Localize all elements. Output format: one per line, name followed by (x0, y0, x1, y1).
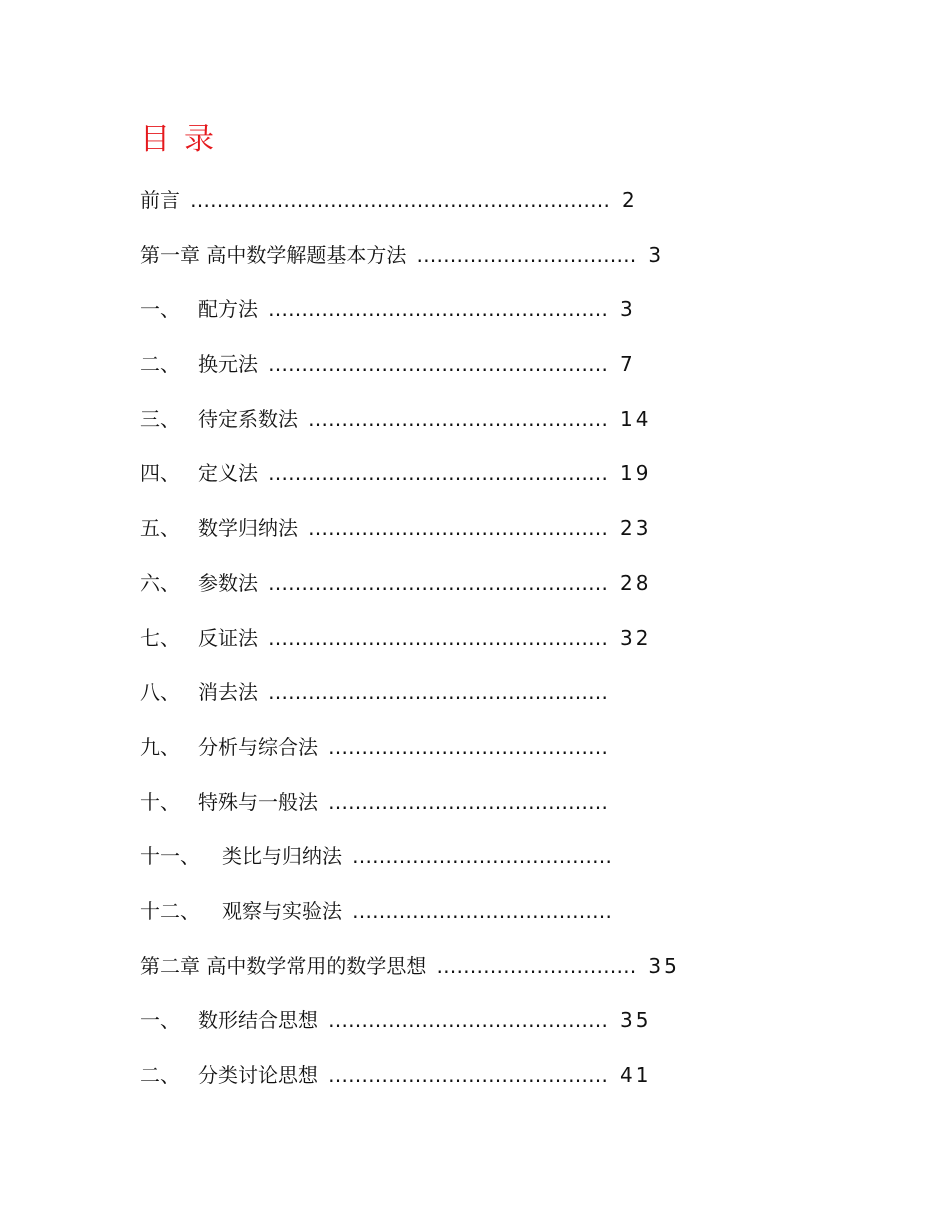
toc-entry-title: 数形结合思想 (198, 1008, 318, 1033)
toc-entry-title: 参数法 (198, 570, 258, 595)
toc-entry-number: 二、 (140, 1063, 180, 1087)
toc-entry-title: 换元法 (198, 352, 258, 377)
toc-entry[interactable] (140, 508, 860, 563)
toc-list (140, 180, 860, 1110)
toc-entry-leader-dots: ………………………… (436, 953, 637, 978)
toc-entry-number: 十一、 (140, 844, 200, 869)
toc-entry[interactable] (140, 344, 860, 399)
toc-entry[interactable] (140, 618, 860, 673)
toc-entry-page-number: 35 (620, 1008, 652, 1033)
toc-entry[interactable] (140, 1055, 860, 1110)
toc-entry[interactable] (140, 289, 860, 344)
toc-entry-page-number: 3 (648, 242, 665, 267)
toc-entry[interactable] (140, 672, 860, 727)
toc-entry[interactable] (140, 891, 860, 946)
toc-entry-number: 三、 (140, 406, 180, 431)
toc-entry-leader-dots: …………………………………………… (268, 680, 608, 705)
toc-entry-page-number: 3 (620, 297, 636, 322)
toc-entry-leader-dots: ……………………………………… (308, 406, 608, 431)
toc-entry-page-number: 14 (620, 406, 652, 431)
toc-entry-number: 六、 (140, 570, 180, 595)
toc-entry-page-number: 41 (620, 1063, 652, 1087)
toc-entry-page-number: 28 (620, 570, 652, 595)
toc-entry-leader-dots: ……………………………………………………… (190, 188, 610, 212)
toc-entry-leader-dots: ………………………………… (352, 898, 612, 923)
toc-entry-title: 特殊与一般法 (198, 789, 318, 814)
toc-entry-leader-dots: ………………………………… (352, 844, 612, 869)
toc-entry-leader-dots: …………………………… (416, 242, 637, 267)
toc-entry-number: 九、 (140, 734, 180, 759)
toc-entry-title: 前言 (140, 188, 180, 212)
toc-entry-leader-dots: …………………………………………… (268, 570, 608, 595)
toc-entry-page-number: 2 (622, 188, 638, 212)
toc-entry-number: 十二、 (140, 898, 200, 923)
toc-entry[interactable] (140, 1000, 860, 1055)
toc-entry-leader-dots: ……………………………………… (308, 516, 608, 541)
toc-entry-leader-dots: …………………………………………… (268, 352, 608, 377)
toc-entry-title: 待定系数法 (198, 406, 298, 431)
toc-entry-number: 十、 (140, 789, 180, 814)
toc-entry-title: 观察与实验法 (222, 898, 342, 923)
toc-entry-number: 二、 (140, 352, 180, 377)
toc-entry-title: 分析与综合法 (198, 734, 318, 759)
toc-entry-page-number: 32 (620, 625, 652, 650)
toc-entry-leader-dots: …………………………………… (328, 789, 608, 814)
toc-entry-leader-dots: …………………………………………… (268, 625, 608, 650)
toc-entry-number: 五、 (140, 516, 180, 541)
toc-entry-number: 八、 (140, 680, 180, 705)
toc-entry-page-number: 35 (648, 953, 680, 978)
toc-entry[interactable] (140, 399, 860, 454)
toc-entry-title: 类比与归纳法 (222, 844, 342, 869)
toc-entry-leader-dots: …………………………………… (328, 734, 608, 759)
toc-entry-leader-dots: …………………………………………… (268, 461, 608, 486)
toc-entry-title: 第一章 高中数学解题基本方法 (140, 242, 407, 267)
toc-entry[interactable] (140, 453, 860, 508)
toc-entry-page-number: 19 (620, 461, 652, 486)
toc-entry-page-number: 7 (620, 352, 636, 377)
toc-entry-number: 一、 (140, 1008, 180, 1033)
toc-entry-title: 定义法 (198, 461, 258, 486)
toc-entry[interactable] (140, 727, 860, 782)
toc-entry-title: 配方法 (198, 297, 258, 322)
toc-entry-page-number: 23 (620, 516, 652, 541)
toc-entry-number: 一、 (140, 297, 180, 322)
toc-entry[interactable] (140, 563, 860, 618)
toc-entry-number: 四、 (140, 461, 180, 486)
toc-entry-title: 反证法 (198, 625, 258, 650)
toc-entry-title: 分类讨论思想 (198, 1063, 318, 1087)
toc-entry-title: 数学归纳法 (198, 516, 298, 541)
toc-entry-title: 消去法 (198, 680, 258, 705)
toc-entry-number: 七、 (140, 625, 180, 650)
toc-title: 目录 (140, 122, 228, 157)
toc-entry-leader-dots: …………………………………… (328, 1008, 608, 1033)
toc-entry-title: 第二章 高中数学常用的数学思想 (140, 953, 427, 978)
toc-entry[interactable] (140, 836, 860, 891)
toc-entry[interactable] (140, 180, 860, 235)
toc-entry[interactable] (140, 946, 860, 1001)
toc-entry-leader-dots: …………………………………………… (268, 297, 608, 322)
toc-entry[interactable] (140, 235, 860, 290)
toc-entry-leader-dots: …………………………………… (328, 1063, 608, 1087)
toc-entry[interactable] (140, 782, 860, 837)
